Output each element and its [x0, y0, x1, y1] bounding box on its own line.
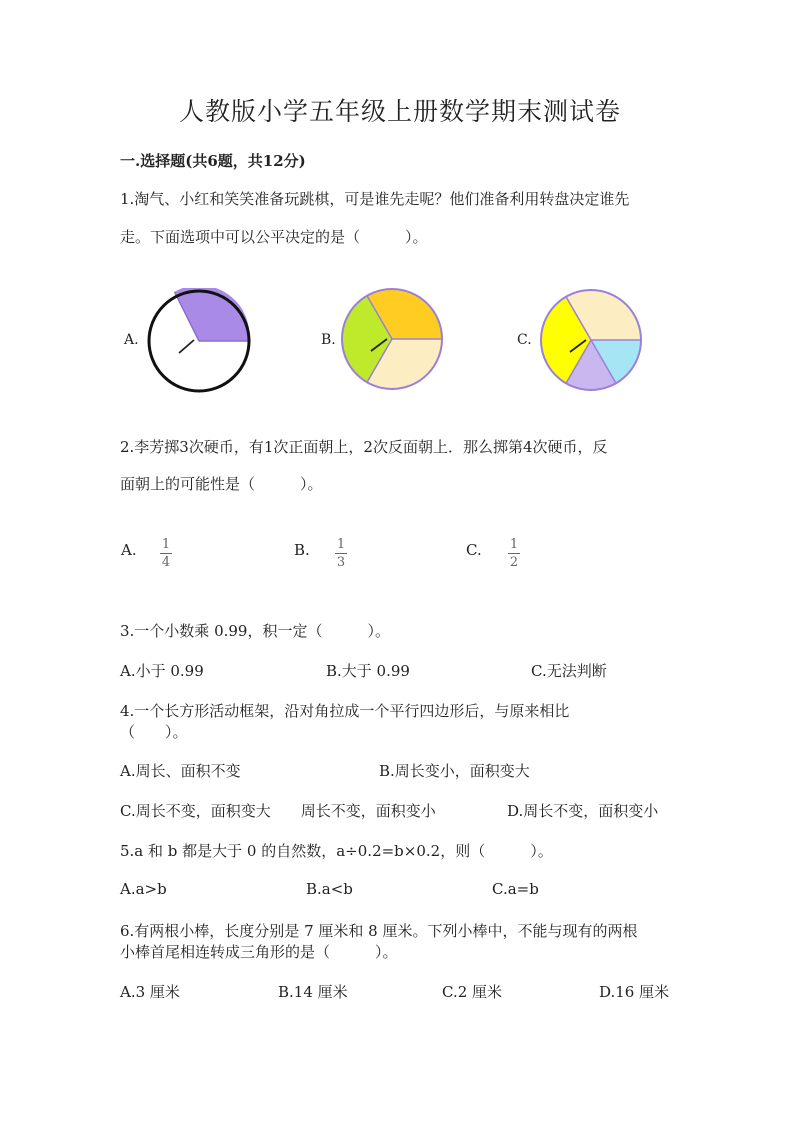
- page-title: 人教版小学五年级上册数学期末测试卷: [178, 97, 621, 126]
- option-a-label[interactable]: A.: [124, 332, 139, 348]
- spinner-c-icon: [536, 285, 646, 395]
- question-2-line-1: 2.李芳掷3次硬币，有1次正面朝上，2次反面朝上．那么掷第4次硬币，反: [120, 438, 608, 456]
- option-b-label[interactable]: B.: [321, 332, 336, 348]
- q4-option-b[interactable]: B.周长变小，面积变大: [379, 762, 530, 780]
- q2-option-c[interactable]: C.: [466, 541, 482, 559]
- q6-option-b[interactable]: B.14 厘米: [278, 983, 348, 1001]
- question-5: 5.a 和 b 都是大于 0 的自然数，a÷0.2=b×0.2，则（ ）。: [120, 842, 553, 860]
- q2-fraction-a: [158, 537, 174, 570]
- question-1-line-1: 1.淘气、小红和笑笑准备玩跳棋，可是谁先走呢？他们准备利用转盘决定谁先: [120, 190, 630, 208]
- question-2-line-2: 面朝上的可能性是（ ）。: [120, 475, 323, 493]
- q4-option-c[interactable]: C.周长不变，面积变大 周长不变，面积变小: [120, 802, 436, 820]
- question-3: 3.一个小数乘 0.99，积一定（ ）。: [120, 622, 390, 640]
- section-heading: 一.选择题(共6题，共12分): [120, 152, 306, 170]
- q2-option-b[interactable]: B.: [294, 541, 310, 559]
- spinner-b-icon: [338, 285, 446, 393]
- fraction-denominator: 3: [336, 555, 346, 570]
- q5-option-a[interactable]: A.a>b: [120, 880, 167, 898]
- fraction-numerator: 1: [336, 537, 346, 552]
- question-6-line-2: 小棒首尾相连转成三角形的是（ ）。: [120, 943, 398, 961]
- q3-option-c[interactable]: C.无法判断: [531, 662, 607, 680]
- q5-option-c[interactable]: C.a=b: [492, 880, 539, 898]
- q6-option-d[interactable]: D.16 厘米: [599, 983, 670, 1001]
- q2-fraction-c: [506, 537, 522, 570]
- question-4-line-1: 4.一个长方形活动框架，沿对角拉成一个平行四边形后，与原来相比: [120, 702, 570, 720]
- q2-fraction-b: [333, 537, 349, 570]
- q6-option-c[interactable]: C.2 厘米: [442, 983, 503, 1001]
- question-6-line-1: 6.有两根小棒，长度分别是 7 厘米和 8 厘米。下列小棒中，不能与现有的两根: [120, 922, 638, 940]
- q3-option-a[interactable]: A.小于 0.99: [120, 662, 204, 680]
- fraction-denominator: 2: [509, 555, 519, 570]
- fraction-numerator: 1: [509, 537, 519, 552]
- q6-option-a[interactable]: A.3 厘米: [120, 983, 180, 1001]
- q4-option-a[interactable]: A.周长、面积不变: [120, 762, 241, 780]
- q4-option-d[interactable]: D.周长不变，面积变小: [507, 802, 659, 820]
- fraction-numerator: 1: [161, 537, 171, 552]
- fraction-denominator: 4: [161, 555, 171, 570]
- q2-option-a[interactable]: A.: [121, 541, 137, 559]
- question-4-line-2: （ ）。: [120, 723, 188, 741]
- question-1-line-2: 走。下面选项中可以公平决定的是（ ）。: [120, 228, 428, 246]
- option-c-label[interactable]: C.: [517, 332, 532, 348]
- spinner-a-icon: [146, 288, 252, 394]
- q5-option-b[interactable]: B.a<b: [306, 880, 353, 898]
- q3-option-b[interactable]: B.大于 0.99: [326, 662, 410, 680]
